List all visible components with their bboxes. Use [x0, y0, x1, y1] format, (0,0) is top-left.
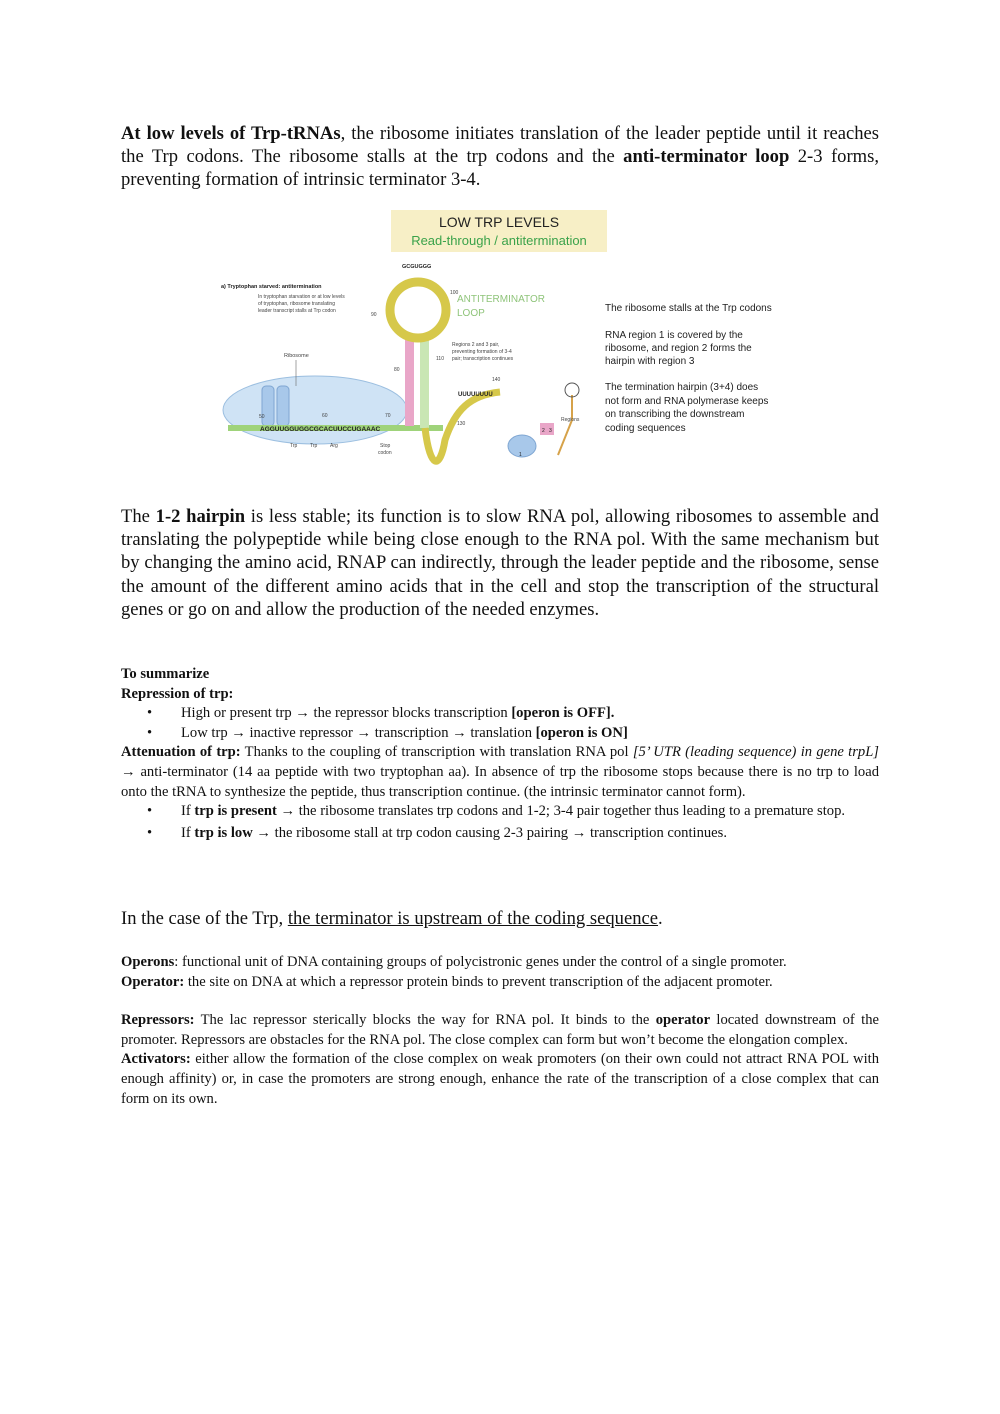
underlined-text: the terminator is upstream of the coding sequence — [287, 908, 659, 929]
hairpin-bold: 1-2 hairpin — [155, 506, 246, 527]
list-item: • If trp is low → the ribosome stall at trp codon causing 2-3 pairing → transcription continues. — [121, 824, 879, 844]
figure-header-subtitle: Read-through / antitermination — [411, 233, 587, 248]
operons-definition: Operons: functional unit of DNA containing groups of polycistronic genes under the control of a single promoter. — [121, 954, 787, 970]
panel-note-line: leader transcript stalls at Trp codon — [258, 308, 336, 314]
downstream-transcript — [558, 395, 572, 455]
regions-note: preventing formation of 3-4 — [452, 349, 512, 355]
hairpin-text-1: The — [121, 506, 156, 527]
activators-definition: Activators: either allow the formation of the close complex on weak promoters (on their own could not attract RNA POL with enough affinity) or, in case the promoters are strong enough, enhance the rate of the transcription of a close complex that can form on its own. — [121, 1051, 879, 1107]
bullet: • — [147, 705, 153, 722]
region-3-label: 3 — [549, 428, 552, 434]
position-label: 60 — [322, 413, 328, 419]
panel-note-line: of tryptophan, ribosome translating — [258, 301, 335, 307]
repression-heading: Repression of trp: — [121, 685, 234, 702]
poly-u-sequence: UUUUUUUU — [458, 392, 493, 398]
bullet: • — [147, 803, 153, 820]
side-text-line: RNA region 1 is covered by the — [605, 330, 743, 341]
side-text-line: on transcribing the downstream — [605, 409, 745, 420]
panel-title: a) Tryptophan starved: antitermination — [221, 284, 322, 290]
ribosome-label: Ribosome — [284, 353, 309, 359]
summary-section — [121, 665, 879, 843]
arrow-icon: → — [231, 724, 246, 741]
position-label: 90 — [371, 312, 377, 318]
hairpin-text-2: is less stable; its function is to slow RNA pol, allowing ribosomes to assemble and translating the polypeptide while being close enough to the RNA pol. With the same mechanism but by changing the amino acid, RNAP can indirectly, through the leader peptide and the ribosome, sense the amount of the different amino acids that in the cell and stop the transcription of the structural genes or go on and allow the production of the needed enzymes. — [121, 506, 879, 620]
region-1-label: 1 — [519, 452, 522, 458]
position-label: 130 — [457, 421, 466, 427]
antiterminator-loop-label: ANTITERMINATOR — [457, 294, 545, 305]
arrow-icon: → — [356, 724, 372, 741]
summary-heading: To summarize — [121, 666, 210, 682]
repressors-definition: Repressors: The lac repressor sterically blocks the way for RNA pol. It binds to the operator located downstream of the promoter. Repressors are obstacles for the RNA pol. The close complex can form but won’t become the elongation complex. — [121, 1012, 879, 1048]
intro-bold-1: At low levels of Trp-tRNAs — [121, 123, 341, 144]
side-text-line: hairpin with region 3 — [605, 356, 695, 367]
loop-sequence: GCGUGGG — [402, 264, 432, 270]
bullet: • — [147, 824, 153, 841]
panel-note-line: In tryptophan starvation or at low levels — [258, 294, 345, 300]
intro-paragraph — [121, 122, 879, 192]
stop-codon-label: codon — [378, 450, 392, 456]
intro-text-1: , the ribosome initiates translation of the leader peptide until it reaches the Trp codons. The ribosome stalls at the trp codons and the — [121, 123, 879, 168]
position-label: 70 — [385, 413, 391, 419]
region-2-label: 2 — [542, 428, 545, 434]
position-label: 110 — [436, 356, 444, 362]
side-text-line: coding sequences — [605, 423, 686, 434]
arrow-icon: → — [571, 824, 587, 841]
arrow-icon: → — [452, 724, 467, 741]
antiterminator-loop — [390, 282, 446, 338]
side-text-line: not form and RNA polymerase keeps — [605, 396, 769, 407]
arrow-icon: → — [295, 705, 310, 722]
mrna-sequence: AGGUUGGUGGCGCACUUCCUGAAAC — [260, 426, 381, 433]
arrow-icon: → — [121, 763, 136, 780]
list-item: • Low trp → inactive repressor → transcription → translation [operon is ON] — [121, 724, 879, 744]
intro-text-2: 2-3 forms, preventing formation of intrinsic terminator 3-4. — [121, 146, 879, 191]
list-item: • If trp is present → the ribosome translates trp codons and 1-2; 3-4 pair together thus leading to a premature stop. — [121, 802, 879, 822]
trp-antitermination-figure — [218, 208, 798, 470]
regions-label: Regions — [561, 417, 580, 423]
position-label: 80 — [394, 367, 400, 373]
stop-codon-label: Stop — [380, 443, 391, 449]
small-hairpin — [565, 383, 579, 397]
antiterminator-loop-label: LOOP — [457, 308, 485, 319]
arrow-icon: → — [280, 803, 296, 820]
hairpin-paragraph — [121, 505, 879, 621]
region-2-stem — [405, 338, 414, 426]
trna-shape — [277, 386, 289, 426]
arrow-icon: → — [256, 824, 271, 841]
ribosome-large-subunit — [223, 376, 407, 444]
position-label: 140 — [492, 377, 501, 383]
codon-label: Arg — [330, 443, 338, 449]
position-label: 50 — [259, 414, 265, 420]
trp-terminator-line: In the case of the Trp, the terminator is upstream of the coding sequence. — [121, 908, 663, 929]
side-text-line: ribosome, and region 2 forms the — [605, 343, 752, 354]
side-text-line: The ribosome stalls at the Trp codons — [605, 303, 772, 314]
codon-label: Trp — [290, 443, 298, 449]
definitions-section — [121, 953, 879, 1109]
figure-header-title: LOW TRP LEVELS — [438, 214, 560, 230]
rna-polymerase — [508, 435, 536, 457]
operator-definition: Operator: the site on DNA at which a repressor protein binds to prevent transcription of the adjacent promoter. — [121, 973, 773, 990]
side-text-line: The termination hairpin (3+4) does — [605, 382, 759, 393]
bullet: • — [147, 724, 153, 741]
intro-bold-2: anti-terminator loop — [623, 146, 790, 168]
list-item: • High or present trp → the repressor blocks transcription [operon is OFF]. — [121, 704, 879, 724]
codon-label: Trp — [310, 443, 318, 449]
region-3-stem — [420, 338, 429, 428]
trna-shape — [262, 386, 274, 426]
regions-note: pair; transcription continues — [452, 356, 514, 362]
regions-note: Regions 2 and 3 pair, — [452, 342, 500, 348]
position-label: 100 — [450, 290, 459, 296]
attenuation-paragraph: Attenuation of trp: Thanks to the coupling of transcription with translation RNA pol [5’ UTR (leading sequence) in gene trpL] → anti-terminator (14 aa peptide with two tryptophan aa). In absence of trp the ribosome stops because there is no trp to load onto the tRNA to synthesize the peptide, thus transcription continue. (the intrinsic terminator cannot form). — [121, 744, 879, 800]
